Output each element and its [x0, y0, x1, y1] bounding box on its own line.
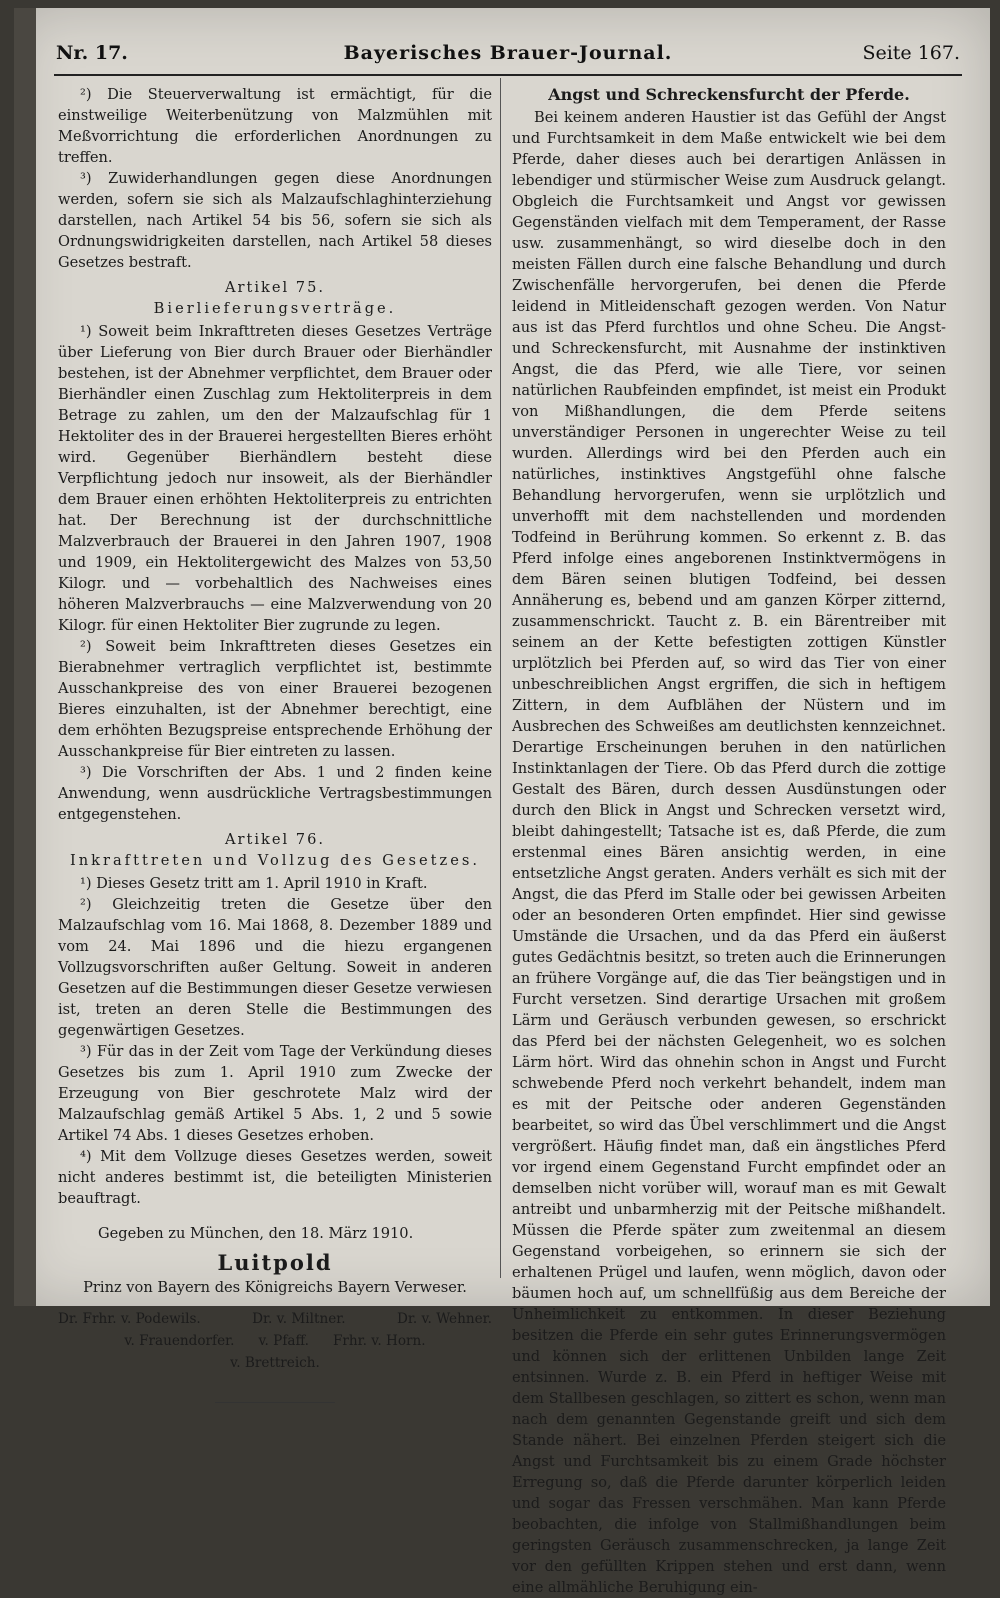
paragraph: ³) Für das in der Zeit vom Tage der Verkündung dieses Gesetzes bis zum 1. April 1910 zum Zwecke der Erzeugung von Bier geschrotete Malz wird der Malzaufschlag gemäß Artikel 5 Abs. 1, 2 und 5 sowie Artikel 74 Abs. 1 dieses Gesetzes erhoben.	[58, 1043, 492, 1144]
paragraph: ²) Gleichzeitig treten die Gesetze über den Malzaufschlag vom 16. Mai 1868, 8. Dezember 1889 und vom 24. Mai 1896 und die hiezu ergangenen Vollzugsvorschriften außer Geltung. Soweit in anderen Gesetzen auf die Bestimmungen dieser Gesetze verwiesen ist, treten an deren Stelle die Bestimmungen des gegenwärtigen Gesetzes.	[58, 896, 492, 1039]
article-title: Angst und Schreckensfurcht der Pferde.	[548, 85, 910, 104]
column-divider	[500, 78, 501, 1278]
signer-name: Luitpold	[217, 1250, 333, 1275]
minister-signatures	[58, 1308, 492, 1374]
issue-number: Nr. 17.	[56, 42, 128, 64]
paragraph: ¹) Dieses Gesetz tritt am 1. April 1910 in Kraft.	[80, 875, 428, 892]
page-number: Seite 167.	[862, 42, 960, 64]
minister-name: v. Brettreich.	[230, 1355, 320, 1371]
page-binding-edge	[14, 8, 36, 1306]
journal-title: Bayerisches Brauer-Journal.	[343, 42, 673, 64]
minister-row	[58, 1352, 492, 1374]
article-75-subheading: Bierlieferungsverträge.	[153, 300, 397, 317]
left-column	[58, 84, 492, 1403]
paragraph: Bei keinem anderen Haustier ist das Gefühl der Angst und Furchtsamkeit in dem Maße entwickelt wie bei dem Pferde, daher dieses auch bei derartigen Anlässen in lebendiger und stürmischer Weise zum Ausdruck gelangt. Obgleich die Furchtsamkeit und Angst vor gewissen Gegenständen vielfach mit dem Temperament, der Rasse usw. zusammenhängt, so wird dieselbe doch in den meisten Fällen durch eine falsche Behandlung und durch Zwischenfälle hervorgerufen, bei denen die Pferde leidend in Mitleidenschaft gezogen werden. Von Natur aus ist das Pferd furchtlos und ohne Scheu. Die Angst- und Schreckensfurcht, mit Ausnahme der instinktiven Angst, die das Pferd, wie alle Tiere, vor seinen natürlichen Raubfeinden empfindet, ist meist ein Produkt von Mißhandlungen, die dem Pferde seitens unverständiger Personen in ungerechter Weise zu teil wurden. Allerdings wird bei den Pferden auch ein natürliches, instinktives Angstgefühl ohne falsche Behandlung hervorgerufen, wenn sie urplötzlich und unverhofft mit dem nachstellenden und mordenden Todfeind in Berührung kommen. So erkennt z. B. das Pferd infolge eines angeborenen Instinktvermögens in dem Bären seinen blutigen Todfeind, bei dessen Annäherung es, bebend und am ganzen Körper zitternd, zusammenschrickt. Taucht z. B. ein Bärentreiber mit seinem an der Kette befestigten zottigen Künstler urplötzlich bei Pferden auf, so wird das Tier von einer unbeschreiblichen Angst ergriffen, die sich in heftigem Zittern, in dem Aufblähen der Nüstern und im Ausbrechen des Schweißes am deutlichsten kennzeichnet. Derartige Erscheinungen beruhen in den natürlichen Instinktanlagen der Tiere. Ob das Pferd durch die zottige Gestalt des Bären, durch dessen Ausdünstungen oder durch den Blick in Angst und Schrecken versetzt wird, bleibt dahingestellt; Tatsache ist es, daß Pferde, die zum erstenmal eines Bären ansichtig werden, in eine entsetzliche Angst geraten. Anders verhält es sich mit der Angst, die das Pferd im Stalle oder bei gewissen Arbeiten oder an besonderen Orten empfindet. Hier sind gewisse Umstände die Ursachen, und da das Pferd ein äußerst gutes Gedächtnis besitzt, so treten auch die Erinnerungen an frühere Vorgänge auf, die das Tier beängstigen und in Furcht versetzen. Sind derartige Ursachen mit großem Lärm und Geräusch verbunden gewesen, so erschrickt das Pferd bei der nächsten Gelegenheit, wo es solchen Lärm hört. Wird das ohnehin schon in Angst und Furcht schwebende Pferd noch verkehrt behandelt, indem man es mit der Peitsche oder anderen Gegenständen bearbeitet, so wird das Übel verschlimmert und die Angst vergrößert. Häufig findet man, daß ein ängstliches Pferd vor irgend einem Gegenstand Furcht empfindet oder an demselben nicht vorüber will, worauf man es mit Gewalt antreibt und unbarmherzig mit der Peitsche mißhandelt. Müssen die Pferde später zum zweitenmal an diesem Gegenstand vorbeigehen, so erinnern sie sich der erhaltenen Prügel und laufen, wenn möglich, davon oder bäumen hoch auf, um schnellfüßig aus dem Bereiche der Unheimlichkeit zu entkommen. In dieser Beziehung besitzen die Pferde ein sehr gutes Erinnerungsvermögen und können sich der erlittenen Unbilden lange Zeit entsinnen. Wurde z. B. ein Pferd in heftiger Weise mit dem Stallbesen geschlagen, so zittert es schon, wenn man nach dem genannten Gegenstande greift und sich dem Stande nähert. Bei einzelnen Pferden steigert sich die Angst und Furchtsamkeit bis zu einem Grade höchster Erregung so, daß die Pferde darunter körperlich leiden und sogar das Fressen verschmähen. Man kann Pferde beobachten, die infolge von Stallmißhandlungen beim geringsten Geräusch zusammenschrecken, ja lange Zeit vor den gefüllten Krippen stehen und erst dann, wenn eine allmähliche Beruhigung ein-	[512, 109, 946, 1596]
minister-name: Frhr. v. Horn.	[332, 1333, 426, 1349]
end-rule	[215, 1402, 335, 1403]
signer-title: Prinz von Bayern des Königreichs Bayern Verweser.	[83, 1279, 467, 1296]
paragraph: ²) Soweit beim Inkrafttreten dieses Gesetzes ein Bierabnehmer vertraglich verpflichtet ist, bestimmte Ausschankpreise des von einer Brauerei bezogenen Bieres einzuhalten, ist der Abnehmer berechtigt, eine dem erhöhten Bezugspreise entsprechende Erhöhung der Ausschankpreise für Bier eintreten zu lassen.	[58, 638, 492, 760]
minister-name: v. Pfaff.	[258, 1333, 309, 1349]
journal-page	[14, 8, 990, 1596]
article-76-heading: Artikel 76.	[224, 831, 326, 848]
right-column	[512, 84, 946, 1598]
minister-name: Dr. v. Wehner.	[396, 1311, 492, 1327]
minister-row	[58, 1308, 492, 1330]
paragraph: ¹) Soweit beim Inkrafttreten dieses Gesetzes Verträge über Lieferung von Bier durch Brauer oder Bierhändler bestehen, ist der Abnehmer verpflichtet, dem Brauer oder Bierhändler einen Zuschlag zum Hektoliterpreis in dem Betrage zu zahlen, um den der Malzaufschlag für 1 Hektoliter des in der Brauerei hergestellten Bieres erhöht wird. Gegenüber Bierhändlern besteht diese Verpflichtung jedoch nur insoweit, als der Bierhändler dem Brauer einen erhöhten Hektoliterpreis zu entrichten hat. Der Berechnung ist der durchschnittliche Malzverbrauch der Brauerei in den Jahren 1907, 1908 und 1909, ein Hektolitergewicht des Malzes von 53,50 Kilogr. und — vorbehaltlich des Nachweises eines höheren Malzverbrauchs — eine Malzverwendung von 20 Kilogr. für einen Hektoliter Bier zugrunde zu legen.	[58, 323, 492, 634]
article-75-heading: Artikel 75.	[224, 279, 326, 296]
page-header	[54, 40, 962, 76]
paragraph: ³) Die Vorschriften der Abs. 1 und 2 finden keine Anwendung, wenn ausdrückliche Vertragsbestimmungen entgegenstehen.	[58, 764, 492, 823]
issued-date-line: Gegeben zu München, den 18. März 1910.	[98, 1225, 414, 1242]
paragraph: ²) Die Steuerverwaltung ist ermächtigt, für die einstweilige Weiterbenützung von Malzmühlen mit Meßvorrichtung die erforderlichen Anordnungen zu treffen.	[58, 86, 492, 166]
paragraph: ³) Zuwiderhandlungen gegen diese Anordnungen werden, sofern sie sich als Malzaufschlaghinterziehung darstellen, nach Artikel 54 bis 56, sofern sie sich als Ordnungswidrigkeiten darstellen, nach Artikel 58 dieses Gesetzes bestraft.	[58, 170, 492, 271]
minister-name: Dr. Frhr. v. Podewils.	[58, 1311, 201, 1327]
article-76-subheading: Inkrafttreten und Vollzug des Gesetzes.	[70, 852, 480, 869]
minister-name: Dr. v. Miltner.	[252, 1311, 346, 1327]
minister-row	[58, 1330, 492, 1352]
paragraph: ⁴) Mit dem Vollzuge dieses Gesetzes werden, soweit nicht anderes bestimmt ist, die beteiligten Ministerien beauftragt.	[58, 1148, 492, 1207]
minister-name: v. Frauendorfer.	[124, 1333, 235, 1349]
